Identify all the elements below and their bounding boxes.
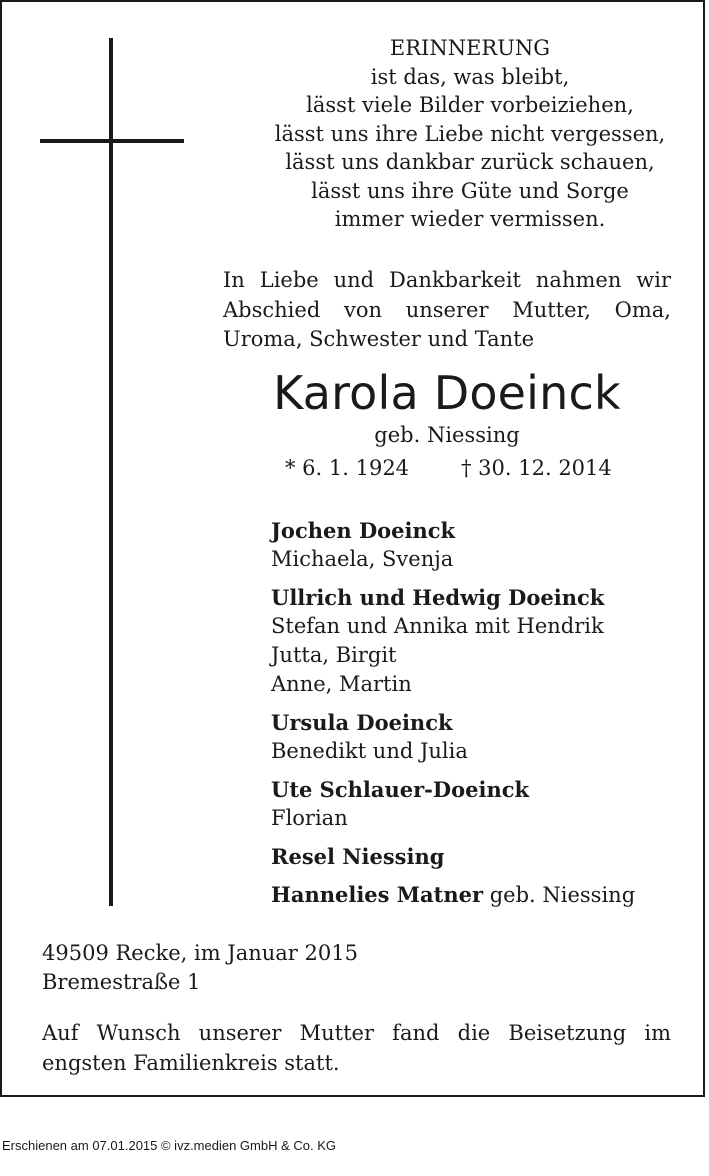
note-line: engsten Familienkreis statt. bbox=[42, 1050, 340, 1075]
mourner-head: Jochen Doeinck bbox=[271, 518, 456, 543]
mourner-head: Ullrich und Hedwig Doeinck bbox=[271, 585, 605, 610]
mourner-member: Michaela, Svenja bbox=[271, 547, 454, 571]
mourner-group bbox=[271, 775, 691, 833]
death-date: † 30. 12. 2014 bbox=[461, 456, 612, 480]
mourner-suffix: geb. Niessing bbox=[483, 883, 636, 907]
cross-vertical-bar bbox=[109, 38, 113, 906]
deceased-name: Karola Doeinck bbox=[273, 366, 621, 420]
mourner-head: Ursula Doeinck bbox=[271, 710, 453, 735]
mourner-group bbox=[271, 516, 691, 574]
mourner-head: Ute Schlauer-Doeinck bbox=[271, 777, 530, 802]
poem-line: ist das, was bleibt, bbox=[370, 64, 570, 89]
address-line: Bremestraße 1 bbox=[42, 970, 201, 994]
mourner-group bbox=[271, 842, 691, 871]
mourner-group bbox=[271, 880, 691, 910]
memorial-poem bbox=[232, 34, 708, 234]
poem-line: ERINNERUNG bbox=[389, 36, 551, 60]
mourner-group bbox=[271, 708, 691, 766]
mourner-member: Florian bbox=[271, 806, 348, 830]
poem-line: immer wieder vermissen. bbox=[334, 207, 606, 231]
intro-line: Abschied von unserer Mutter, Oma, bbox=[223, 297, 671, 322]
poem-line: lässt uns dankbar zurück schauen, bbox=[285, 150, 655, 174]
intro-line: Uroma, Schwester und Tante bbox=[223, 327, 535, 351]
burial-note bbox=[42, 1019, 671, 1078]
mourner-member: Anne, Martin bbox=[271, 672, 412, 696]
mourner-member: Jutta, Birgit bbox=[271, 643, 397, 667]
poem-line: lässt viele Bilder vorbeiziehen, bbox=[306, 93, 634, 117]
maiden-name: geb. Niessing bbox=[374, 423, 520, 447]
mourner-head: Hannelies Matner geb. Niessing bbox=[271, 882, 636, 907]
intro-text bbox=[223, 266, 671, 355]
mourner-member: Benedikt und Julia bbox=[271, 739, 468, 763]
intro-line: In Liebe und Dankbarkeit nahmen wir bbox=[223, 268, 671, 292]
birth-date: * 6. 1. 1924 bbox=[285, 456, 410, 480]
mourner-member: Stefan und Annika mit Hendrik bbox=[271, 614, 604, 638]
cross-horizontal-bar bbox=[40, 139, 184, 143]
mourner-head: Resel Niessing bbox=[271, 844, 445, 869]
place-line: 49509 Recke, im Januar 2015 bbox=[42, 941, 358, 965]
mourners-list bbox=[271, 516, 691, 919]
note-line: Auf Wunsch unserer Mutter fand die Beisetzung im bbox=[42, 1021, 671, 1045]
poem-line: lässt uns ihre Güte und Sorge bbox=[311, 178, 629, 203]
place-date bbox=[42, 939, 358, 997]
mourner-group bbox=[271, 583, 691, 699]
poem-line: lässt uns ihre Liebe nicht vergessen, bbox=[274, 121, 666, 146]
publication-footer: Erschienen am 07.01.2015 © ivz.medien GmbH & Co. KG bbox=[2, 1138, 337, 1153]
